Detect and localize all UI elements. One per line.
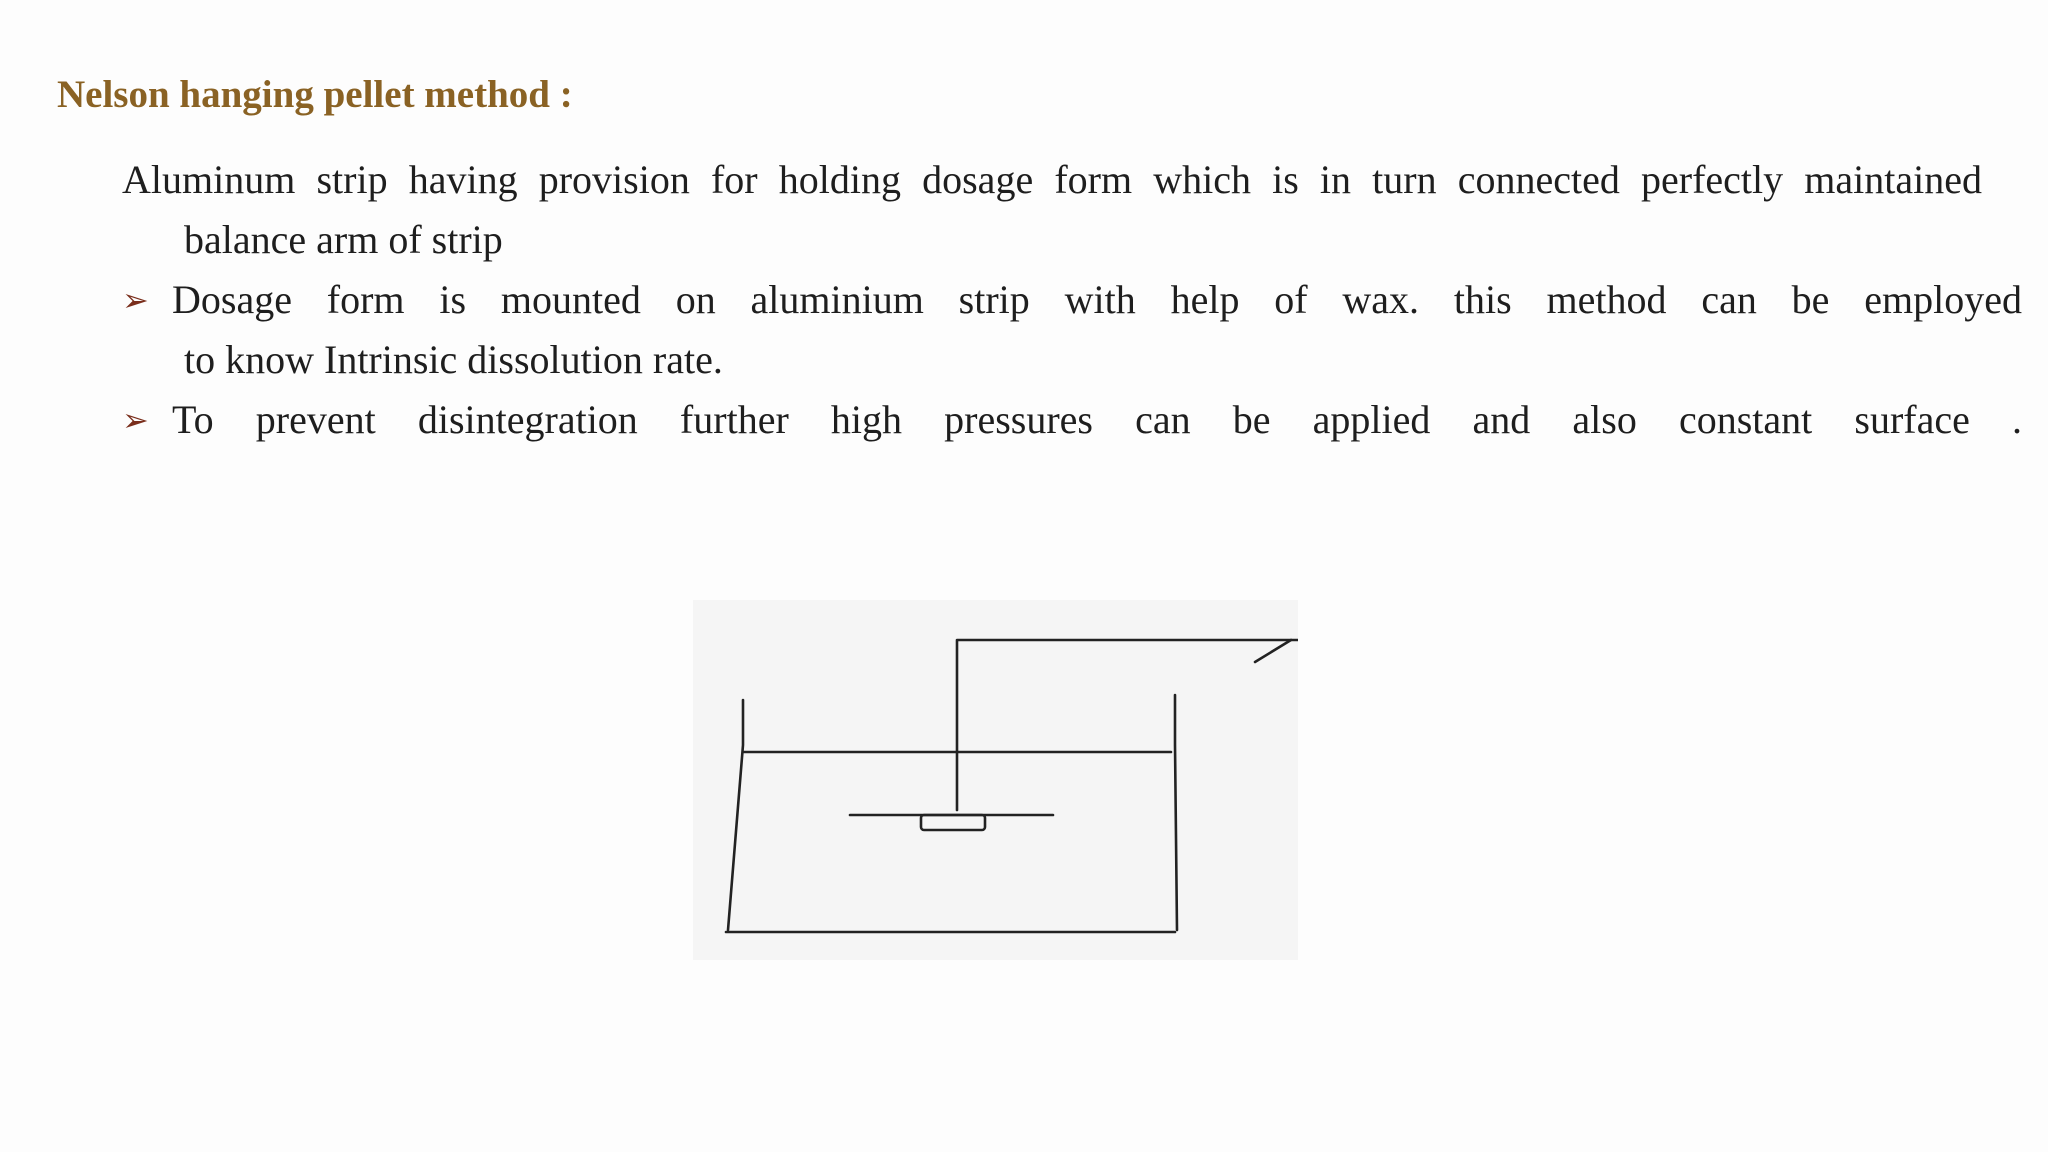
intro-paragraph bbox=[122, 150, 1982, 270]
beaker-left-wall bbox=[728, 700, 743, 930]
beaker-right-wall bbox=[1175, 695, 1177, 930]
arrow-bullet-icon: ➢ bbox=[122, 281, 149, 319]
slide-title: Nelson hanging pellet method : bbox=[57, 73, 573, 116]
intro-paragraph-line-1: Aluminum strip having provision for holding dosage form which is in turn connected perfectly maintained bbox=[122, 157, 1982, 202]
suspension-rod bbox=[957, 640, 1298, 810]
bullet-item-1 bbox=[122, 270, 2022, 390]
intro-paragraph-line-2: balance arm of strip bbox=[184, 217, 503, 262]
arrow-bullet-icon: ➢ bbox=[122, 401, 149, 439]
slide-body bbox=[122, 150, 2022, 450]
bullet-item-2 bbox=[122, 390, 2022, 450]
apparatus-diagram-svg bbox=[693, 600, 1298, 960]
bullet-item-1-line-1: Dosage form is mounted on aluminium strip with help of wax. this method can be employed bbox=[172, 277, 2022, 322]
bullet-item-1-line-2: to know Intrinsic dissolution rate. bbox=[184, 337, 723, 382]
bullet-item-2-line-1: To prevent disintegration further high pressures can be applied and also constant surface . bbox=[172, 397, 2022, 442]
apparatus-diagram bbox=[693, 600, 1298, 960]
balance-arm-tip bbox=[1255, 640, 1291, 662]
pellet-holder bbox=[921, 815, 985, 830]
